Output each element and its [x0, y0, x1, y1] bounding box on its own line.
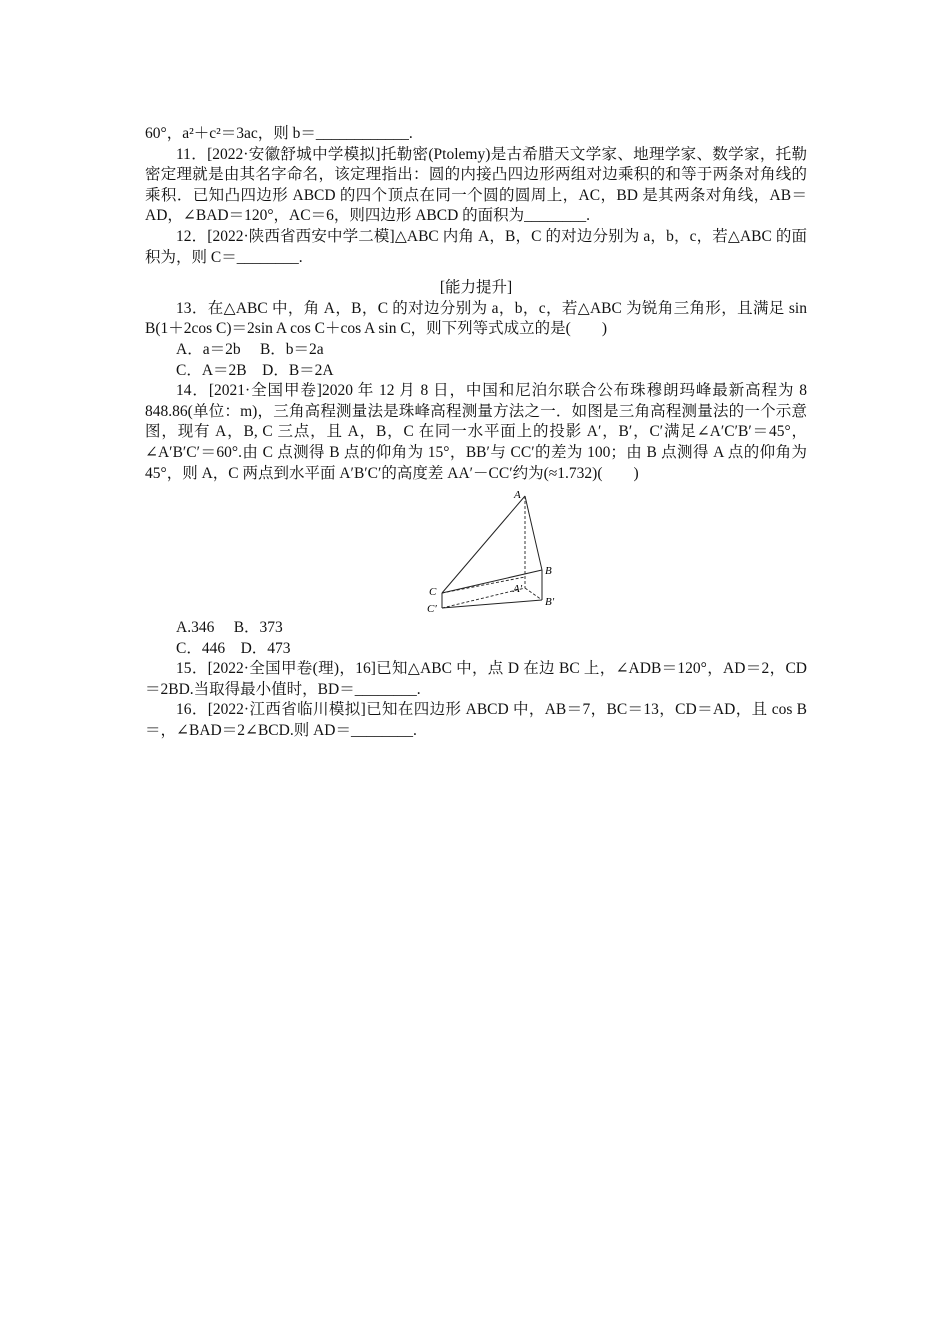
line-q10-end: 60°，a²＋c²＝3ac，则 b＝____________.: [145, 125, 413, 142]
label-B-prime: B′: [545, 596, 555, 609]
question-12: 12．[2022·陕西省西安中学二模]△ABC 内角 A，B，C 的对边分别为 a，b，c，若△ABC 的面积为，则 C＝________.: [145, 227, 807, 266]
question-11: 11．[2022·安徽舒城中学模拟]托勒密(Ptolemy)是古希腊天文学家、地理学家、数学家，托勒密定理就是由其名字命名，该定理指出：圆的内接凸四边形两组对边乘积的和等于两条对角线的乘积．已知凸四边形 ABCD 的四个顶点在同一个圆的圆周上，AC，BD 是其两条对角线，AB＝AD，∠BAD＝120°，AC＝6，则四边形 ABCD 的面积为________.: [145, 145, 807, 225]
edge-A1-B1: [525, 588, 542, 600]
question-15: 15．[2022·全国甲卷(理)，16]已知△ABC 中，点 D 在边 BC 上，∠ADB＝120°，AD＝2，CD＝2BD.当取得最小值时，BD＝________.: [145, 660, 807, 698]
document-page: [145, 124, 807, 742]
edge-A-C: [442, 496, 525, 596]
question-14-options-ab: A.346 B．373: [176, 619, 283, 637]
question-14-options-cd: C．446 D．473: [176, 639, 291, 657]
section-heading: [能力提升]: [439, 279, 513, 297]
label-C: C: [429, 586, 437, 599]
label-C-prime: C′: [427, 603, 437, 616]
question-13: 13．在△ABC 中，角 A，B，C 的对边分别为 a，b，c，若△ABC 为锐角三角形，且满足 sin B(1＋2cos C)＝2sin A cos C＋cos A sin C，则下列等式成立的是( ): [145, 299, 807, 338]
label-A-prime: A′: [513, 583, 523, 596]
triangulation-diagram: [421, 488, 561, 616]
question-16: 16．[2022·江西省临川模拟]已知在四边形 ABCD 中，AB＝7，BC＝13，CD＝AD，且 cos B＝，∠BAD＝2∠BCD.则 AD＝________.: [145, 701, 807, 740]
edge-A-B: [525, 496, 542, 570]
question-14: 14．[2021·全国甲卷]2020 年 12 月 8 日，中国和尼泊尔联合公布珠穆朗玛峰最新高程为 8 848.86(单位：m)，三角高程测量法是珠峰高程测量方法之一．如图是三角高程测量法的一个示意图，现有 A，B, C 三点，且 A，B，C 在同一水平面上的投影 A′，B′，C′满足∠A′C′B′＝45°，∠A′B′C′＝60°.由 C 点测得 B 点的仰角为 15°，BB′与 CC′的差为 100；由 B 点测得 A 点的仰角为 45°，则 A，C 两点到水平面 A′B′C′的高度差 AA′－CC′约为(≈1.732)( ): [145, 382, 807, 482]
label-B: B: [545, 565, 552, 578]
question-13-options-cd: C．A＝2B D．B＝2A: [176, 361, 334, 379]
question-13-options-ab: A．a＝2b B．b＝2a: [176, 340, 324, 358]
label-A: A: [514, 489, 521, 502]
